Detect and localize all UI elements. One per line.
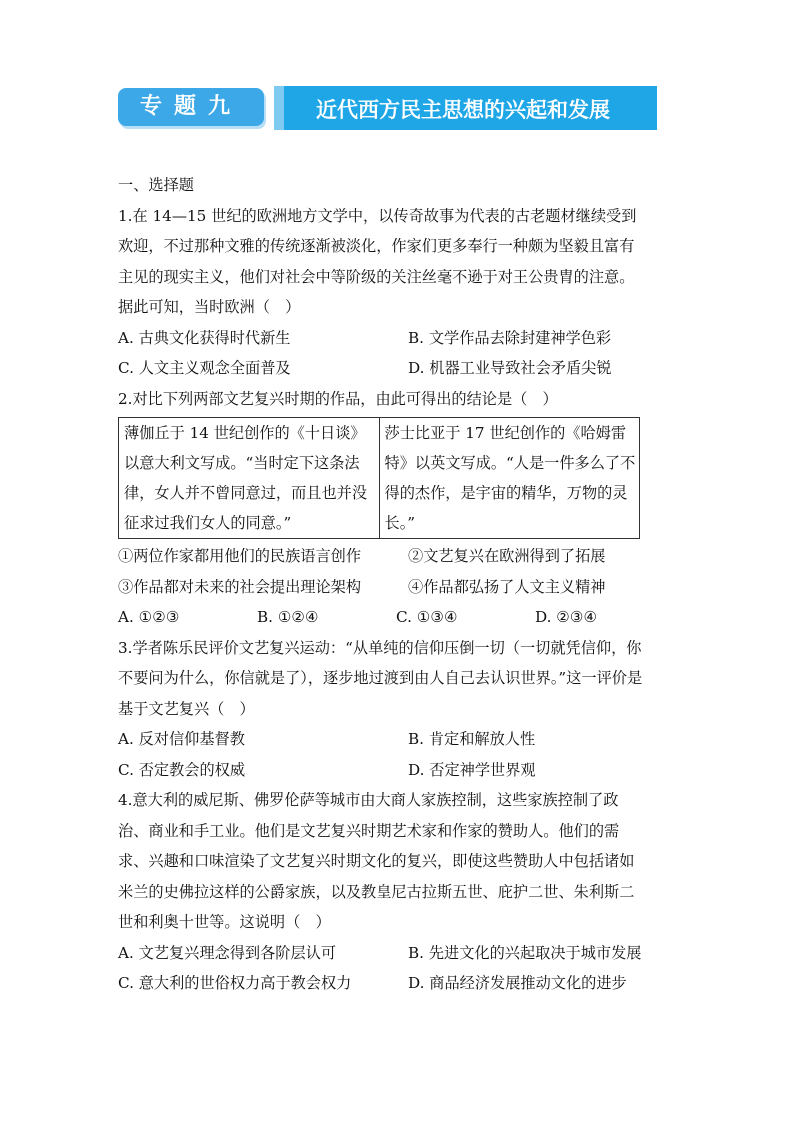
question-1-options-row-1: [118, 323, 648, 354]
option-d[interactable]: D. ②③④: [535, 608, 598, 626]
question-2-statements-row-1: [118, 541, 648, 572]
topic-title-banner: 近代西方民主思想的兴起和发展: [274, 86, 657, 130]
option-a[interactable]: A. 反对信仰基督教: [118, 730, 245, 748]
question-1-options-row-2: [118, 353, 648, 384]
option-d[interactable]: D. 否定神学世界观: [408, 760, 536, 779]
option-b[interactable]: B. 先进文化的兴起取决于城市发展: [408, 943, 642, 962]
option-c[interactable]: C. ①③④: [396, 608, 458, 626]
option-d[interactable]: D. 商品经济发展推动文化的进步: [408, 974, 627, 992]
source-cell-right: 莎士比亚于 17 世纪创作的《哈姆雷特》以英文写成。“人是一件多么了不得的杰作，是宇宙的精华，万物的灵长。”: [379, 418, 640, 539]
page-header: [0, 86, 794, 131]
question-3-options-row-1: [118, 724, 648, 755]
question-1-stem: 1.在 14—15 世纪的欧洲地方文学中，以传奇故事为代表的古老题材继续受到欢迎，不过那种文雅的传统逐渐被淡化，作家们更多奉行一种颇为坚毅且富有主见的现实主义，他们对社会中等阶级的关注丝毫不逊于对王公贵胄的注意。据此可知，当时欧洲（ ）: [118, 206, 637, 316]
option-c[interactable]: C. 否定教会的权威: [118, 760, 246, 779]
option-b[interactable]: B. ①②④: [257, 608, 319, 626]
statement-4: ④作品都弘扬了人文主义精神: [408, 577, 606, 596]
question-content: [118, 170, 648, 999]
topic-tag: 专题九: [118, 88, 264, 126]
option-c[interactable]: C. 人文主义观念全面普及: [118, 359, 291, 377]
option-b[interactable]: B. 文学作品去除封建神学色彩: [408, 328, 612, 347]
option-a[interactable]: A. ①②③: [118, 608, 180, 626]
section-heading: 一、选择题: [118, 176, 194, 194]
question-4-stem: 4.意大利的威尼斯、佛罗伦萨等城市由大商人家族控制，这些家族控制了政治、商业和手工业。他们是文艺复兴时期艺术家和作家的赞助人。他们的需求、兴趣和口味渲染了文艺复兴时期文化的复兴，即使这些赞助人中包括诸如米兰的史佛拉这样的公爵家族，以及教皇尼古拉斯五世、庇护二世、朱利斯二世和利奥十世等。这说明（ ）: [118, 791, 635, 931]
question-4-options-row-2: [118, 968, 648, 999]
option-b[interactable]: B. 肯定和解放人性: [408, 730, 536, 748]
option-c[interactable]: C. 意大利的世俗权力高于教会权力: [118, 974, 352, 992]
option-a[interactable]: A. 古典文化获得时代新生: [118, 328, 291, 347]
question-4-options-row-1: [118, 938, 648, 969]
statement-1: ①两位作家都用他们的民族语言创作: [118, 547, 361, 565]
question-3-stem: 3.学者陈乐民评价文艺复兴运动：“从单纯的信仰压倒一切（一切就凭信仰，你不要问为什么，你信就是了），逐步地过渡到由人自己去认识世界。”这一评价是基于文艺复兴（ ）: [118, 638, 643, 718]
statement-2: ②文艺复兴在欧洲得到了拓展: [408, 547, 606, 565]
question-2-source-table: [118, 417, 640, 539]
question-2-stem: 2.对比下列两部文艺复兴时期的作品，由此可得出的结论是（ ）: [118, 389, 558, 408]
question-3-options-row-2: [118, 755, 648, 786]
option-a[interactable]: A. 文艺复兴理念得到各阶层认可: [118, 943, 337, 962]
option-d[interactable]: D. 机器工业导致社会矛盾尖锐: [408, 359, 612, 377]
statement-3: ③作品都对未来的社会提出理论架构: [118, 577, 361, 596]
question-2-options: [118, 602, 648, 633]
source-cell-left: 薄伽丘于 14 世纪创作的《十日谈》以意大利文写成。“当时定下这条法律，女人并不曾同意过，而且也并没征求过我们女人的同意。”: [119, 418, 380, 539]
question-2-statements-row-2: [118, 572, 648, 603]
